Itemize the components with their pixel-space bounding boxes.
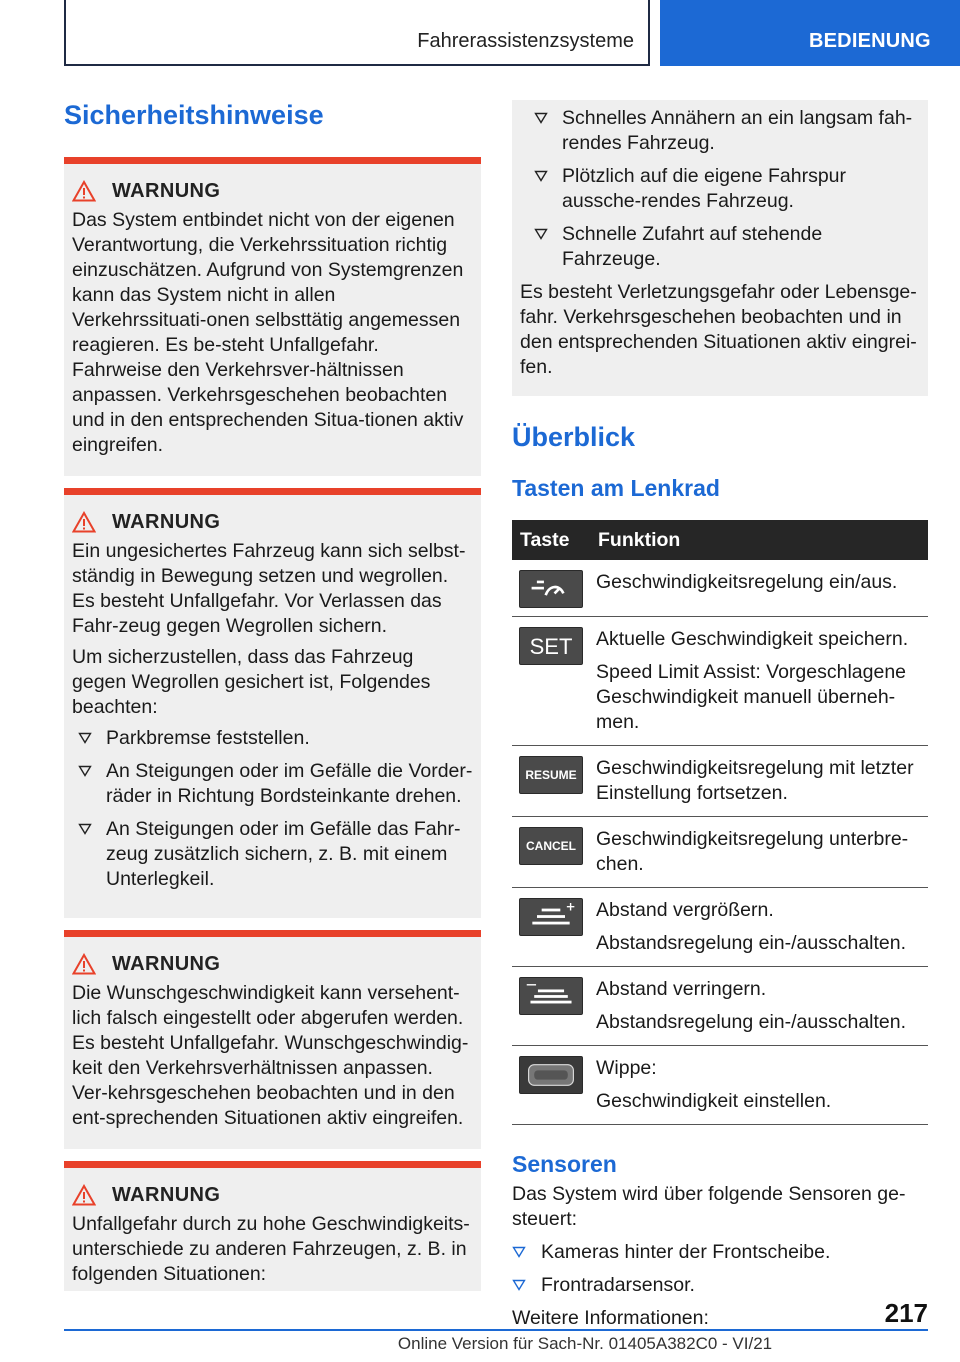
function-text: Geschwindigkeit einstellen.: [596, 1090, 832, 1112]
steering-buttons-table: [512, 520, 928, 1125]
sensors-intro: Das System wird über folgende Sensoren ge-steuert:: [512, 1183, 906, 1230]
triangle-bullet-icon: [534, 228, 548, 240]
triangle-bullet-icon: [78, 823, 92, 835]
warning-text: Unfallgefahr durch zu hohe Geschwindigkeits-unterschiede zu anderen Fahrzeugen, z. B. in folgenden Situationen:: [72, 1213, 470, 1285]
triangle-bullet-icon: [512, 1246, 526, 1258]
sensors-heading: Sensoren: [512, 1151, 617, 1177]
list-item: Plötzlich auf die eigene Fahrspur ausschе-rendes Fahrzeug.: [520, 164, 920, 214]
list-item: Schnelle Zufahrt auf stehende Fahrzeuge.: [520, 222, 920, 272]
warning-box-4: [64, 1161, 481, 1291]
header-section-tab: [64, 0, 650, 66]
list-item: Parkbremse feststellen.: [72, 726, 473, 751]
warning-continuation: [512, 100, 928, 396]
right-column: [512, 100, 928, 1331]
triangle-bullet-icon: [78, 765, 92, 777]
list-item: An Steigungen oder im Gefälle die Vorder-räder in Richtung Bordsteinkante drehen.: [72, 759, 473, 809]
cruise-control-icon: [519, 570, 583, 608]
warning-text: Das System entbindet nicht von der eigenen Verantwortung, die Verkehrssituation richtig einzuschätzen. Aufgrund von Systemgrenzen kann das System nicht in allen Verkehrssituati-onen selbsttätig angemessen reagieren. Es be-steht Unfallgefahr. Fahrweise den Verkehrsver-hältnissen anpassen. Verkehrsgeschehen beobachten und in den entsprechenden Situa-tionen aktiv eingreifen.: [72, 209, 464, 456]
function-text: Geschwindigkeitsregelung unterbre-chen.: [596, 828, 909, 875]
list-item: Frontradarsensor.: [512, 1273, 928, 1298]
function-text: Geschwindigkeitsregelung ein/aus.: [596, 571, 898, 593]
table-row: [512, 1046, 928, 1125]
distance-decrease-icon: [519, 977, 583, 1015]
table-row: [512, 888, 928, 967]
warning-box-1: [64, 157, 481, 476]
resume-key-icon: RESUME: [519, 756, 583, 794]
warning-label: WARNUNG: [112, 510, 221, 533]
safety-notes-heading: Sicherheitshinweise: [64, 100, 324, 130]
header-chapter-title: BEDIENUNG: [809, 30, 931, 52]
header-section-title: Fahrerassistenzsysteme: [417, 30, 634, 52]
function-text: Abstand verringern.: [596, 978, 767, 1000]
warning-triangle-icon: [72, 1184, 96, 1206]
overview-heading: Überblick: [512, 422, 636, 452]
page-number: 217: [884, 1298, 928, 1328]
left-column: [64, 100, 481, 1301]
header-chapter-tab: [660, 0, 960, 66]
triangle-bullet-icon: [534, 112, 548, 124]
table-row: [512, 746, 928, 817]
warning-label: WARNUNG: [112, 1183, 221, 1206]
warning-text: Um sicherzustellen, dass das Fahrzeug gegen Wegrollen gesichert ist, Folgendes beachten:: [72, 646, 431, 718]
function-text: Aktuelle Geschwindigkeit speichern.: [596, 628, 909, 650]
triangle-bullet-icon: [78, 732, 92, 744]
warning-box-2: [64, 488, 481, 918]
table-row: [512, 817, 928, 888]
function-text: Abstand vergrößern.: [596, 899, 774, 921]
table-row: [512, 967, 928, 1046]
function-text: Abstandsregelung ein-/ausschalten.: [596, 932, 907, 954]
rocker-switch-icon: [519, 1056, 583, 1094]
warning-triangle-icon: [72, 953, 96, 975]
table-row: [512, 617, 928, 746]
function-text: Speed Limit Assist: Vorgeschlagene Geschwindigkeit manuell überneh-men.: [596, 661, 907, 733]
warning-text: Die Wunschgeschwindigkeit kann versehent-lich falsch eingestellt oder abgerufen werden. Es besteht Unfallgefahr. Wunschgeschwindig-keit den Verkehrsverhältnissen anpassen. Ver-kehrsgeschehen beobachten und in den ent-sprechenden Situationen aktiv eingreifen.: [72, 982, 469, 1129]
warning-text: Ein ungesichertes Fahrzeug kann sich selbst-ständig in Bewegung setzen und wegrollen. Es besteht Unfallgefahr. Vor Verlassen das Fahr-zeug gegen Wegrollen sichern.: [72, 540, 466, 637]
list-item: Schnelles Annähern an ein langsam fah-rendes Fahrzeug.: [520, 106, 920, 156]
warning-triangle-icon: [72, 511, 96, 533]
list-item: Kameras hinter der Frontscheibe.: [512, 1240, 928, 1265]
triangle-bullet-icon: [534, 170, 548, 182]
function-text: Abstandsregelung ein-/ausschalten.: [596, 1011, 907, 1033]
list-item: An Steigungen oder im Gefälle das Fahr-zeug zusätzlich sichern, z. B. mit einem Unterlegkeil.: [72, 817, 473, 892]
warning-box-3: [64, 930, 481, 1149]
warning-triangle-icon: [72, 180, 96, 202]
function-text: Geschwindigkeitsregelung mit letzter Einstellung fortsetzen.: [596, 757, 914, 804]
warning-label: WARNUNG: [112, 179, 221, 202]
distance-increase-icon: [519, 898, 583, 936]
steering-buttons-heading: Tasten am Lenkrad: [512, 475, 720, 501]
function-text: Wippe:: [596, 1057, 657, 1079]
table-row: [512, 560, 928, 617]
set-key-icon: SET: [519, 627, 583, 665]
footer-divider: [64, 1329, 928, 1331]
warning-text: Es besteht Verletzungsgefahr oder Lebensge-fahr. Verkehrsgeschehen beobachten und in den entsprechenden Situationen aktiv eingrei-fen.: [520, 281, 917, 378]
cancel-key-icon: CANCEL: [519, 827, 583, 865]
triangle-bullet-icon: [512, 1279, 526, 1291]
more-info-text: Weitere Informationen:: [512, 1307, 709, 1329]
column-header-function: Funktion: [590, 520, 928, 560]
warning-label: WARNUNG: [112, 952, 221, 975]
column-header-key: Taste: [512, 520, 590, 560]
footer-version: Online Version für Sach-Nr. 01405A382C0 - VI/21: [397, 1334, 773, 1353]
